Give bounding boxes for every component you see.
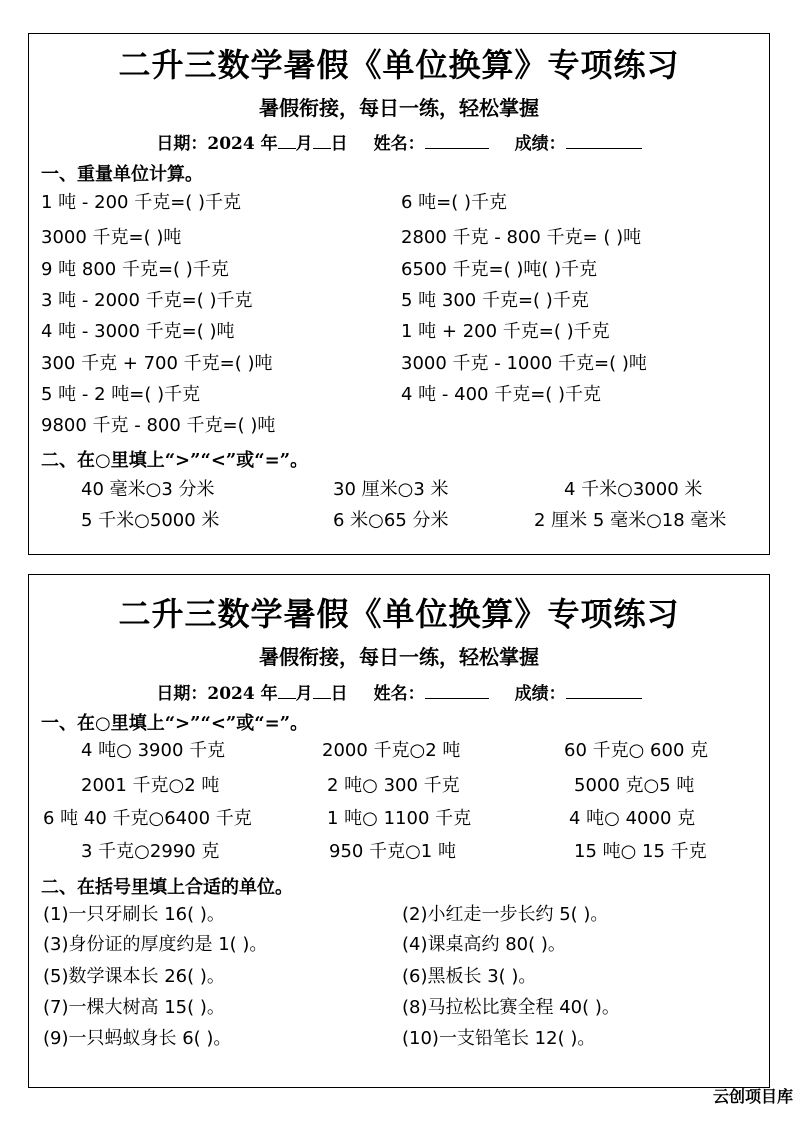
unit-fill-item: (6)黑板长 3( )。 bbox=[402, 966, 537, 987]
unit-fill-item: (10)一支铅笔长 12( )。 bbox=[402, 1028, 596, 1049]
name-blank[interactable] bbox=[425, 132, 489, 149]
compare-item: 4 吨○ 4000 克 bbox=[569, 808, 696, 829]
exercise-item: 6500 千克=( )吨( )千克 bbox=[401, 259, 598, 280]
score-label: 成绩： bbox=[514, 684, 566, 704]
day-blank[interactable] bbox=[313, 132, 331, 149]
compare-item: 2 厘米 5 毫米○18 毫米 bbox=[534, 510, 727, 531]
worksheet-2 bbox=[28, 574, 770, 1088]
compare-item: 15 吨○ 15 千克 bbox=[574, 841, 707, 862]
compare-item: 40 毫米○3 分米 bbox=[81, 479, 215, 500]
exercise-item: 5 吨 - 2 吨=( )千克 bbox=[41, 384, 201, 405]
score-label: 成绩： bbox=[514, 134, 566, 154]
worksheet-title: 二升三数学暑假《单位换算》专项练习 bbox=[118, 46, 680, 84]
exercise-item: 2800 千克 - 800 千克= ( )吨 bbox=[401, 227, 642, 248]
section-heading: 一、在○里填上“>”“<”或“=”。 bbox=[41, 713, 309, 734]
day-label: 日 bbox=[330, 684, 348, 704]
exercise-item: 9 吨 800 千克=( )千克 bbox=[41, 259, 229, 280]
month-label: 月 bbox=[295, 134, 313, 154]
exercise-item: 300 千克 + 700 千克=( )吨 bbox=[41, 353, 273, 374]
name-blank[interactable] bbox=[425, 682, 489, 699]
score-blank[interactable] bbox=[566, 682, 642, 699]
exercise-item: 3000 千克 - 1000 千克=( )吨 bbox=[401, 353, 647, 374]
compare-item: 950 千克○1 吨 bbox=[329, 841, 456, 862]
day-blank[interactable] bbox=[313, 682, 331, 699]
exercise-item: 5 吨 300 千克=( )千克 bbox=[401, 290, 589, 311]
exercise-item: 1 吨 - 200 千克=( )千克 bbox=[41, 192, 242, 213]
month-label: 月 bbox=[295, 684, 313, 704]
section-heading: 二、在括号里填上合适的单位。 bbox=[41, 877, 293, 898]
exercise-item: 4 吨 - 400 千克=( )千克 bbox=[401, 384, 602, 405]
exercise-item: 1 吨 + 200 千克=( )千克 bbox=[401, 321, 610, 342]
unit-fill-item: (8)马拉松比赛全程 40( )。 bbox=[402, 997, 620, 1018]
info-line bbox=[29, 129, 769, 154]
exercise-item: 4 吨 - 3000 千克=( )吨 bbox=[41, 321, 235, 342]
exercise-item: 3000 千克=( )吨 bbox=[41, 227, 182, 248]
compare-item: 4 千米○3000 米 bbox=[564, 479, 703, 500]
info-line bbox=[29, 679, 769, 704]
worksheet-title: 二升三数学暑假《单位换算》专项练习 bbox=[118, 595, 680, 633]
compare-item: 30 厘米○3 米 bbox=[333, 479, 449, 500]
compare-item: 60 千克○ 600 克 bbox=[564, 740, 709, 761]
compare-item: 1 吨○ 1100 千克 bbox=[327, 808, 472, 829]
worksheet-1 bbox=[28, 33, 770, 555]
exercise-item: 3 吨 - 2000 千克=( )千克 bbox=[41, 290, 253, 311]
compare-item: 6 米○65 分米 bbox=[333, 510, 449, 531]
compare-item: 6 吨 40 千克○6400 千克 bbox=[43, 808, 252, 829]
unit-fill-item: (9)一只蚂蚁身长 6( )。 bbox=[43, 1028, 232, 1049]
watermark-text: 云创项目库 bbox=[712, 1087, 793, 1106]
compare-item: 2 吨○ 300 千克 bbox=[327, 775, 460, 796]
unit-fill-item: (7)一棵大树高 15( )。 bbox=[43, 997, 225, 1018]
unit-fill-item: (4)课桌高约 80( )。 bbox=[402, 934, 566, 955]
section-heading: 二、在○里填上“>”“<”或“=”。 bbox=[41, 450, 309, 471]
day-label: 日 bbox=[330, 134, 348, 154]
section-heading: 一、重量单位计算。 bbox=[41, 164, 203, 185]
month-blank[interactable] bbox=[278, 682, 296, 699]
worksheet-subtitle: 暑假衔接，每日一练，轻松掌握 bbox=[259, 96, 539, 120]
score-blank[interactable] bbox=[566, 132, 642, 149]
name-label: 姓名： bbox=[373, 684, 425, 704]
compare-item: 2000 千克○2 吨 bbox=[322, 740, 461, 761]
unit-fill-item: (5)数学课本长 26( )。 bbox=[43, 966, 225, 987]
date-label: 日期：2024 年 bbox=[156, 134, 278, 154]
month-blank[interactable] bbox=[278, 132, 296, 149]
exercise-item: 6 吨=( )千克 bbox=[401, 192, 508, 213]
exercise-item: 9800 千克 - 800 千克=( )吨 bbox=[41, 415, 276, 436]
compare-item: 2001 千克○2 吨 bbox=[81, 775, 220, 796]
date-label: 日期：2024 年 bbox=[156, 684, 278, 704]
compare-item: 5 千米○5000 米 bbox=[81, 510, 220, 531]
compare-item: 5000 克○5 吨 bbox=[574, 775, 695, 796]
unit-fill-item: (3)身份证的厚度约是 1( )。 bbox=[43, 934, 268, 955]
compare-item: 3 千克○2990 克 bbox=[81, 841, 220, 862]
worksheet-subtitle: 暑假衔接，每日一练，轻松掌握 bbox=[259, 645, 539, 669]
unit-fill-item: (2)小红走一步长约 5( )。 bbox=[402, 904, 609, 925]
name-label: 姓名： bbox=[373, 134, 425, 154]
compare-item: 4 吨○ 3900 千克 bbox=[81, 740, 226, 761]
unit-fill-item: (1)一只牙刷长 16( )。 bbox=[43, 904, 225, 925]
